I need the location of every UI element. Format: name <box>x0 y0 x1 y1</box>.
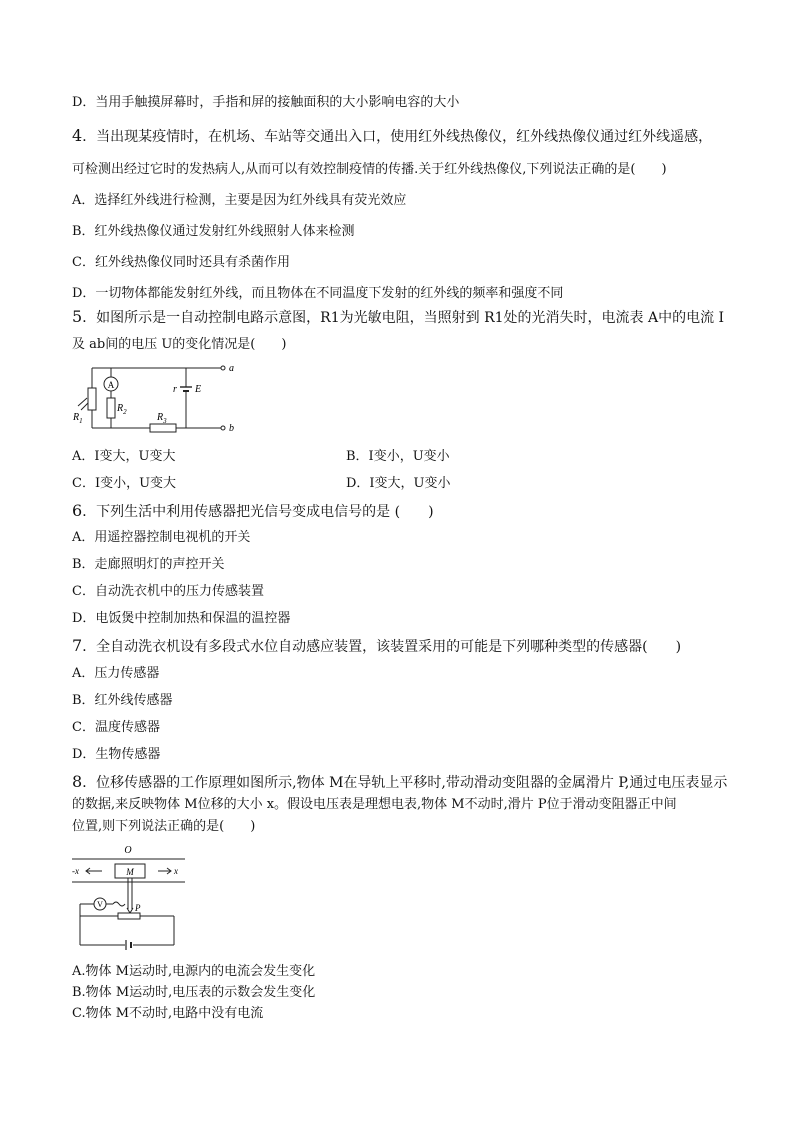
r2-resistor <box>107 398 115 418</box>
q5-option-c: C．I变小，U变大 <box>72 476 177 491</box>
q5-stem-line1 <box>72 309 724 326</box>
r1-label-sub: 1 <box>79 417 83 425</box>
voltmeter-lead <box>113 902 125 906</box>
q6-option-b: B．走廊照明灯的声控开关 <box>72 557 225 572</box>
q4-number: 4 <box>72 126 83 145</box>
q5-option-d: D．I变大，U变小 <box>346 476 451 491</box>
light-arrow-2 <box>81 403 88 410</box>
terminal-a <box>221 366 225 370</box>
pos-x-label: x <box>174 866 178 876</box>
r2-label-main: R <box>117 403 124 414</box>
q8-option-a: A.物体 M运动时,电源内的电流会发生变化 <box>72 964 316 979</box>
r2-label-sub: 2 <box>123 408 127 416</box>
neg-x-label: -x <box>72 866 79 876</box>
q8-stem-text1: ．位移传感器的工作原理如图所示,物体 M在导轨上平移时,带动滑动变阻器的金属滑片 P,通过电压表显示 <box>82 775 728 791</box>
q6-stem-text: ．下列生活中利用传感器把光信号变成电信号的是 ( ) <box>82 504 434 520</box>
q4-option-a: A．选择红外线进行检测，主要是因为红外线具有荧光效应 <box>72 193 407 208</box>
q7-number: 7 <box>72 636 83 655</box>
q8-option-b: B.物体 M运动时,电压表的示数会发生变化 <box>72 985 316 1000</box>
q4-stem-line2: 可检测出经过它时的发热病人,从而可以有效控制疫情的传播.关于红外线热像仪,下列说法正确的是( ) <box>72 162 667 177</box>
r3-label-sub: 3 <box>163 417 167 425</box>
q7-option-b: B．红外线传感器 <box>72 693 173 708</box>
q7-option-a: A．压力传感器 <box>72 666 160 681</box>
q5-stem-text1: ．如图所示是一自动控制电路示意图，R1为光敏电阻，当照射到 R1处的光消失时，电流表 A中的电流 I <box>82 310 725 326</box>
r1-label-main: R <box>73 412 80 423</box>
slider-arrowhead <box>127 908 133 913</box>
q8-number: 8 <box>72 772 83 791</box>
r3-resistor <box>150 424 176 432</box>
block-m-label: M <box>126 867 134 877</box>
voltmeter-label: V <box>97 900 103 909</box>
q6-option-a: A．用遥控器控制电视机的开关 <box>72 530 251 545</box>
ammeter-label: A <box>107 380 115 390</box>
r3-label-main: R <box>157 412 164 423</box>
q4-option-d: D．一切物体都能发射红外线，而且物体在不同温度下发射的红外线的频率和强度不同 <box>72 286 564 301</box>
internal-resistance-label: r <box>173 384 177 395</box>
q8-stem-line3: 位置,则下列说法正确的是( ) <box>72 819 256 834</box>
emf-label: E <box>195 384 202 395</box>
q5-number: 5 <box>72 307 83 326</box>
q5-circuit-diagram <box>68 358 238 438</box>
origin-label: O <box>124 845 132 856</box>
r1-label <box>72 412 83 425</box>
r2-label <box>116 403 127 416</box>
q8-displacement-sensor-diagram <box>70 842 190 952</box>
terminal-a-label: a <box>229 363 234 374</box>
q4-option-c: C．红外线热像仪同时还具有杀菌作用 <box>72 255 290 270</box>
q7-stem-text: ．全自动洗衣机设有多段式水位自动感应装置，该装置采用的可能是下列哪种类型的传感器( ) <box>82 639 682 655</box>
q5-option-b: B．I变小，U变小 <box>346 449 450 464</box>
q4-stem-text1: ．当出现某疫情时，在机场、车站等交通出入口，使用红外线热像仪，红外线热像仪通过红外线遥感， <box>82 129 713 145</box>
r1-resistor <box>88 388 96 410</box>
q8-stem-line1 <box>72 774 727 791</box>
r3-label <box>156 412 167 425</box>
q6-number: 6 <box>72 501 83 520</box>
q4-option-b: B．红外线热像仪通过发射红外线照射人体来检测 <box>72 224 355 239</box>
rheostat <box>118 913 140 919</box>
terminal-b <box>221 426 225 430</box>
q5-option-a: A．I变大，U变大 <box>72 449 176 464</box>
q6-option-d: D．电饭煲中控制加热和保温的温控器 <box>72 611 291 626</box>
slider-p-label: P <box>135 903 141 913</box>
q4-stem-line1 <box>72 128 712 145</box>
q7-option-c: C．温度传感器 <box>72 720 160 735</box>
q8-option-c: C.物体 M不动时,电路中没有电流 <box>72 1006 264 1021</box>
q7-stem <box>72 638 681 655</box>
q8-stem-line2: 的数据,来反映物体 M位移的大小 x。假设电压表是理想电表,物体 M不动时,滑片 P位于滑动变阻器正中间 <box>72 797 677 812</box>
q7-option-d: D．生物传感器 <box>72 747 161 762</box>
q6-option-c: C．自动洗衣机中的压力传感装置 <box>72 584 264 599</box>
q3-option-d: D．当用手触摸屏幕时，手指和屏的接触面积的大小影响电容的大小 <box>72 95 460 110</box>
q6-stem <box>72 503 434 520</box>
q5-stem-line2: 及 ab间的电压 U的变化情况是( ) <box>72 337 287 352</box>
terminal-b-label: b <box>229 423 234 434</box>
